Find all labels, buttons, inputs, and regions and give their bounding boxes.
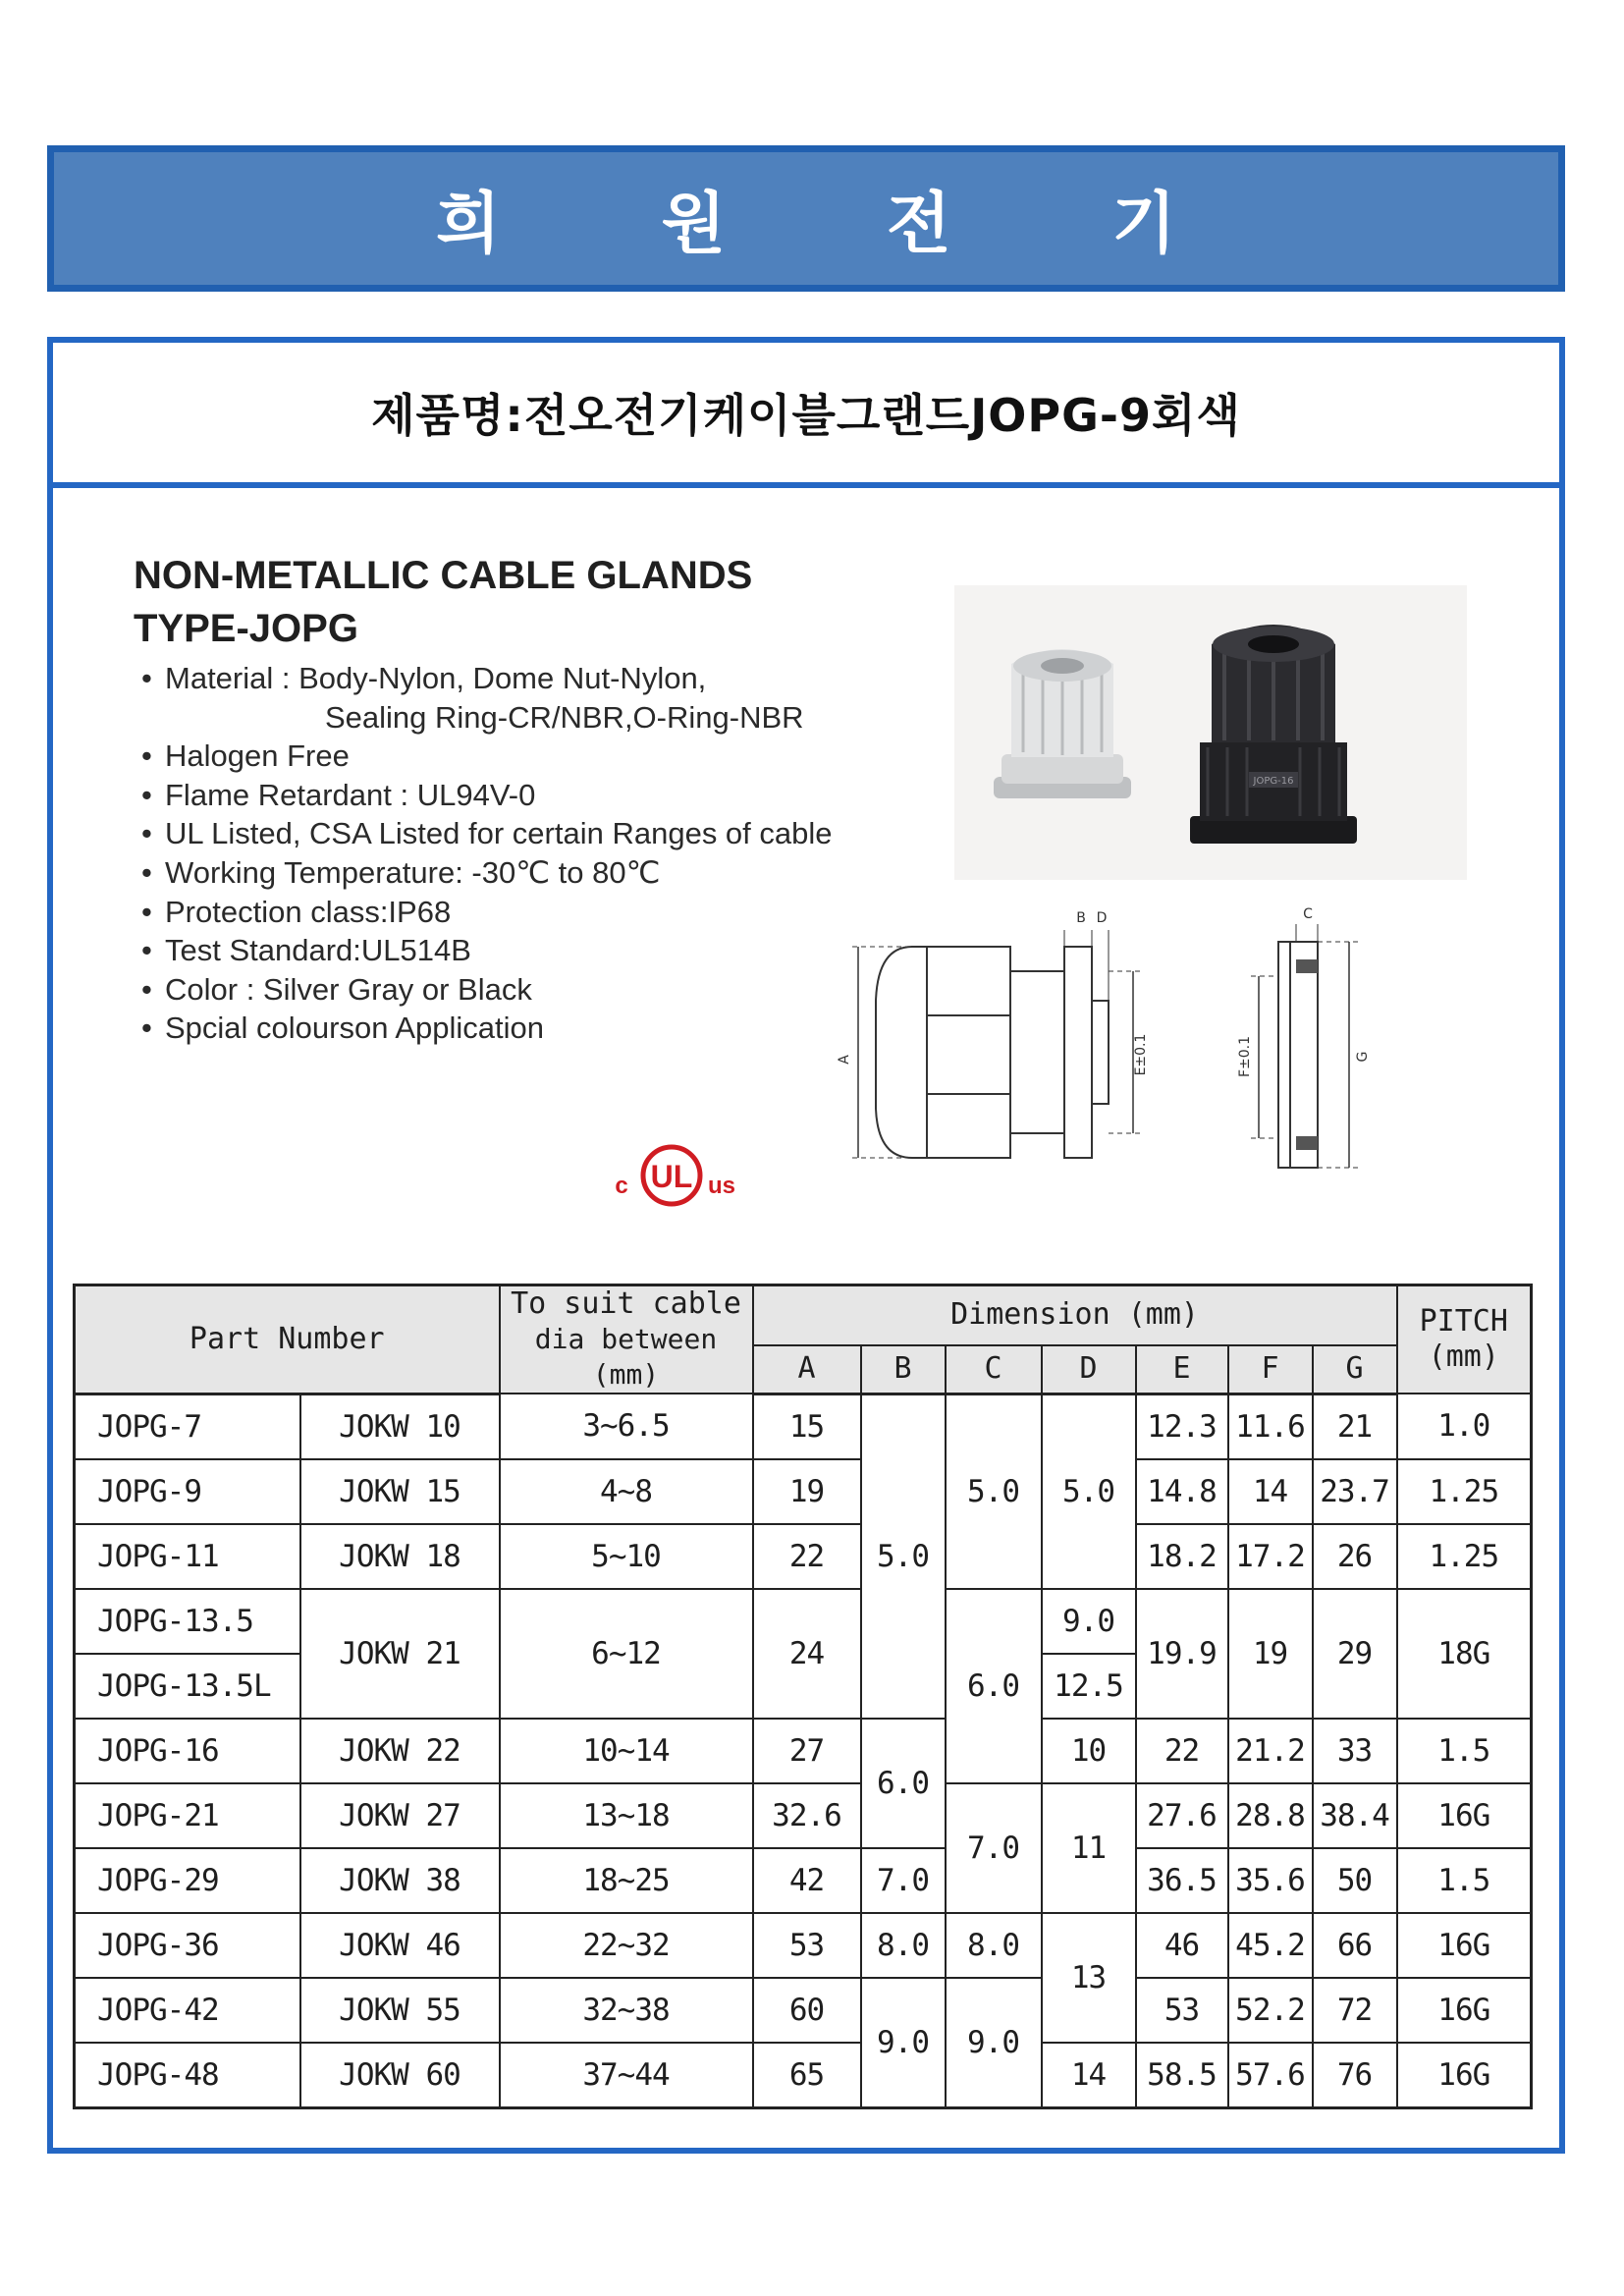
cell-f: 14 [1228,1459,1313,1524]
cell-a: 19 [753,1459,861,1524]
cell-f: 11.6 [1228,1394,1313,1459]
cell-a: 42 [753,1848,861,1913]
cell-part: JOPG-29 [75,1848,300,1913]
cell-jokw: JOKW 55 [300,1978,500,2043]
spec-item-ul: • UL Listed, CSA Listed for certain Ranges of cable [141,814,833,853]
header-col-b: B [861,1345,946,1394]
cell-f: 19 [1228,1589,1313,1719]
cell-g: 66 [1313,1913,1397,1978]
cell-a: 65 [753,2043,861,2108]
culus-logo [598,1142,745,1209]
cell-g: 38.4 [1313,1783,1397,1848]
cell-pitch: 1.0 [1397,1394,1532,1459]
cell-f: 45.2 [1228,1913,1313,1978]
cell-cable: 5~10 [500,1524,753,1589]
cell-part: JOPG-21 [75,1783,300,1848]
cell-a: 15 [753,1394,861,1459]
culus-logo-us: us [707,1173,736,1199]
cell-cable: 18~25 [500,1848,753,1913]
header-pitch-line2: (mm) [1428,1339,1499,1374]
cell-g: 72 [1313,1978,1397,2043]
spec-item-special: • Spcial colourson Application [141,1009,833,1048]
cell-b: 8.0 [861,1913,946,1978]
cell-a: 60 [753,1978,861,2043]
spec-item-halogen: • Halogen Free [141,737,833,776]
drawing-label-e: E±0.1 [1133,1033,1149,1076]
cell-d-merged: 5.0 [1042,1394,1136,1589]
cell-f: 35.6 [1228,1848,1313,1913]
spec-item-temperature: • Working Temperature: -30℃ to 80℃ [141,853,833,893]
drawing-label-b: B [1076,910,1086,926]
header-col-a: A [753,1345,861,1394]
cell-jokw: JOKW 21 [300,1589,500,1719]
cell-part: JOPG-16 [75,1719,300,1783]
header-col-c: C [946,1345,1042,1394]
spec-item-material-cont: Sealing Ring-CR/NBR,O-Ring-NBR [325,699,804,735]
cell-pitch: 1.5 [1397,1719,1532,1783]
product-name: 제품명:전오전기케이블그랜드JOPG-9회색 [371,389,1241,442]
cell-c: 8.0 [946,1913,1042,1978]
cell-c-merged: 7.0 [946,1783,1042,1913]
cell-d: 9.0 [1042,1589,1136,1654]
header-dimension: Dimension (mm) [753,1285,1397,1345]
cell-jokw: JOKW 60 [300,2043,500,2108]
drawing-label-a: A [837,1055,852,1065]
header-pitch-line1: PITCH [1419,1304,1508,1339]
cell-part: JOPG-11 [75,1524,300,1589]
spec-heading-line2: TYPE-JOPG [134,607,358,650]
cell-e: 18.2 [1136,1524,1228,1589]
table-row [75,1394,1532,1459]
cell-jokw: JOKW 10 [300,1394,500,1459]
cell-d: 14 [1042,2043,1136,2108]
cell-d-merged: 11 [1042,1783,1136,1913]
header-cable-line2: dia between (mm) [534,1323,718,1391]
cell-e: 19.9 [1136,1589,1228,1719]
cell-jokw: JOKW 15 [300,1459,500,1524]
cell-jokw: JOKW 38 [300,1848,500,1913]
drawing-label-d: D [1096,910,1108,926]
culus-logo-ul: UL [650,1159,693,1194]
cell-e: 27.6 [1136,1783,1228,1848]
cell-a: 32.6 [753,1783,861,1848]
cell-pitch: 16G [1397,1783,1532,1848]
cell-jokw: JOKW 46 [300,1913,500,1978]
cell-g: 23.7 [1313,1459,1397,1524]
company-banner [47,145,1565,292]
table-row [75,1913,1532,1978]
cell-pitch: 1.25 [1397,1524,1532,1589]
table-row [75,1459,1532,1524]
cell-cable: 3~6.5 [500,1394,753,1459]
header-part-number: Part Number [75,1285,500,1394]
spec-item-color: • Color : Silver Gray or Black [141,970,833,1010]
cell-b-merged: 5.0 [861,1394,946,1719]
cell-d: 12.5 [1042,1654,1136,1719]
photo-label: JOPG-16 [1253,776,1294,787]
cell-d-merged: 13 [1042,1913,1136,2043]
spec-item-material: • Material : Body-Nylon, Dome Nut-Nylon, [141,659,833,698]
cell-pitch: 18G [1397,1589,1532,1719]
cell-cable: 4~8 [500,1459,753,1524]
header-col-e: E [1136,1345,1228,1394]
spec-item-protection: • Protection class:IP68 [141,893,833,932]
product-panel [47,337,1565,2154]
table-row [75,1783,1532,1848]
cell-g: 21 [1313,1394,1397,1459]
cell-part: JOPG-36 [75,1913,300,1978]
cell-pitch: 16G [1397,2043,1532,2108]
body-outline [927,947,1010,1158]
product-photo [954,585,1467,880]
table-row [75,1524,1532,1589]
cell-a: 22 [753,1524,861,1589]
cell-e: 53 [1136,1978,1228,2043]
table-row [75,1719,1532,1783]
cell-part: JOPG-13.5 [75,1589,300,1654]
header-cable [500,1285,753,1394]
table-row [75,1978,1532,2043]
spec-item-standard: • Test Standard:UL514B [141,931,833,970]
cell-c-merged: 9.0 [946,1978,1042,2108]
cell-e: 36.5 [1136,1848,1228,1913]
cell-a: 53 [753,1913,861,1978]
cell-c-merged: 5.0 [946,1394,1042,1589]
cell-e: 22 [1136,1719,1228,1783]
cell-part: JOPG-13.5L [75,1654,300,1719]
drawing-label-c: C [1303,906,1313,922]
cell-cable: 6~12 [500,1589,753,1719]
cell-cable: 37~44 [500,2043,753,2108]
gray-gland-image [994,649,1131,798]
cell-b-merged: 6.0 [861,1719,946,1848]
header-col-g: G [1313,1345,1397,1394]
header-col-f: F [1228,1345,1313,1394]
company-title: 희 원 전 기 [436,186,1245,263]
header-cable-line1: To suit cable [511,1286,741,1321]
cell-g: 29 [1313,1589,1397,1719]
cell-part: JOPG-7 [75,1394,300,1459]
drawing-label-g: G [1355,1051,1371,1063]
header-col-d: D [1042,1345,1136,1394]
cell-pitch: 16G [1397,1978,1532,2043]
cell-pitch: 1.5 [1397,1848,1532,1913]
locknut-outline [1278,942,1318,1168]
cell-f: 21.2 [1228,1719,1313,1783]
dimension-drawing [839,902,1467,1187]
cell-part: JOPG-42 [75,1978,300,2043]
cell-e: 14.8 [1136,1459,1228,1524]
cell-cable: 32~38 [500,1978,753,2043]
cell-cable: 10~14 [500,1719,753,1783]
cell-part: JOPG-48 [75,2043,300,2108]
cell-e: 12.3 [1136,1394,1228,1459]
drawing-label-f: F±0.1 [1237,1035,1253,1078]
cell-pitch: 16G [1397,1913,1532,1978]
cell-g: 76 [1313,2043,1397,2108]
dimension-table [73,1284,1533,2109]
cell-jokw: JOKW 22 [300,1719,500,1783]
cell-f: 57.6 [1228,2043,1313,2108]
cell-d: 10 [1042,1719,1136,1783]
cell-e: 46 [1136,1913,1228,1978]
cell-jokw: JOKW 27 [300,1783,500,1848]
header-pitch [1397,1285,1532,1394]
cell-b-merged: 9.0 [861,1978,946,2108]
cell-f: 17.2 [1228,1524,1313,1589]
table-row [75,1589,1532,1654]
spec-heading [134,549,752,655]
spec-list [141,659,833,1048]
cell-f: 28.8 [1228,1783,1313,1848]
cell-g: 50 [1313,1848,1397,1913]
spec-item-flame: • Flame Retardant : UL94V-0 [141,776,833,815]
dome-nut-outline [876,947,927,1158]
table-row [75,2043,1532,2108]
table-row [75,1848,1532,1913]
product-name-bar [53,343,1559,488]
cell-g: 26 [1313,1524,1397,1589]
cell-b: 7.0 [861,1848,946,1913]
cell-a: 27 [753,1719,861,1783]
cell-jokw: JOKW 18 [300,1524,500,1589]
cell-e: 58.5 [1136,2043,1228,2108]
cell-g: 33 [1313,1719,1397,1783]
culus-logo-c: c [615,1173,628,1199]
nut-outline [1064,947,1092,1158]
spec-heading-line1: NON-METALLIC CABLE GLANDS [134,554,753,597]
cell-a: 24 [753,1589,861,1719]
cell-cable: 22~32 [500,1913,753,1978]
cell-pitch: 1.25 [1397,1459,1532,1524]
cell-c-merged: 6.0 [946,1589,1042,1783]
cell-f: 52.2 [1228,1978,1313,2043]
cell-cable: 13~18 [500,1783,753,1848]
cell-part: JOPG-9 [75,1459,300,1524]
black-gland-image [1190,625,1357,844]
